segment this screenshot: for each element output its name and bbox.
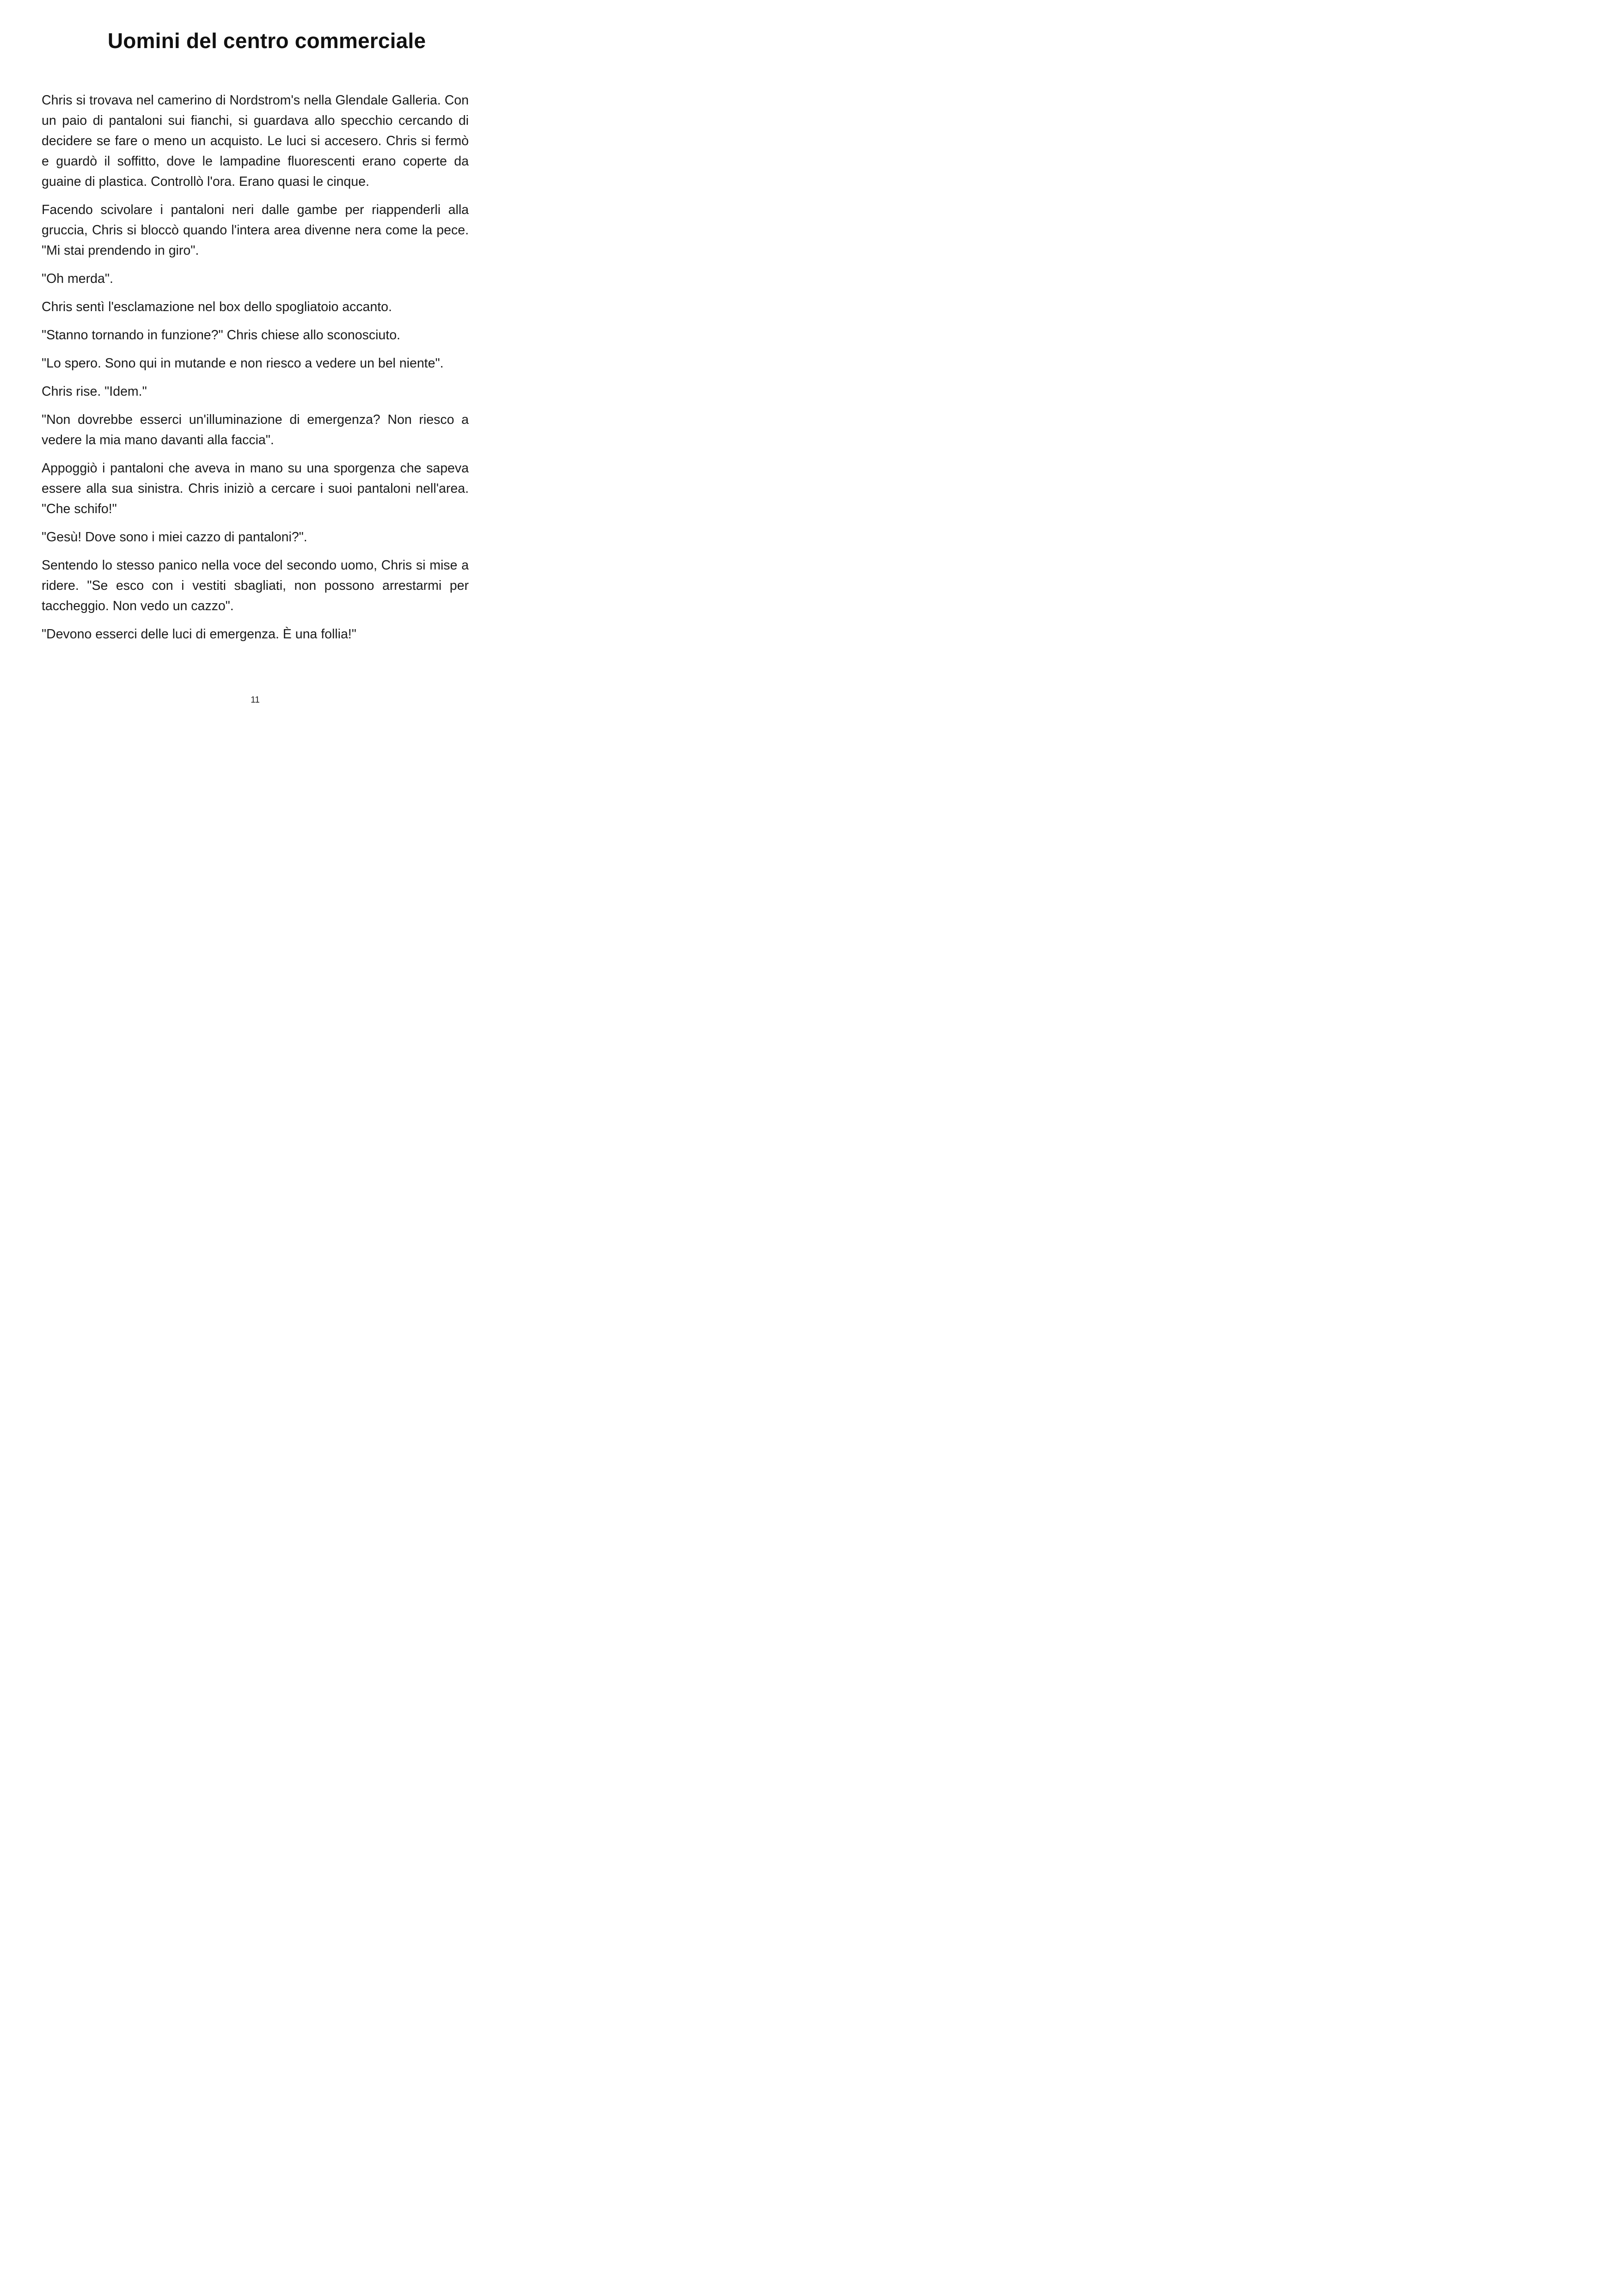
paragraph: "Lo spero. Sono qui in mutande e non riesco a vedere un bel niente". <box>42 356 444 371</box>
paragraph: "Stanno tornando in funzione?" Chris chiese allo sconosciuto. <box>42 328 400 343</box>
paragraph: Chris rise. "Idem." <box>42 384 147 399</box>
paragraph: "Devono esserci delle luci di emergenza. È una follia!" <box>42 627 356 642</box>
page-number: 11 <box>251 695 260 705</box>
paragraph: Facendo scivolare i pantaloni neri dalle gambe per riappenderli alla gruccia, Chris si bloccò quando l'intera area divenne nera come la pece. "Mi stai prendendo in giro". <box>42 202 469 258</box>
paragraph: Sentendo lo stesso panico nella voce del secondo uomo, Chris si mise a ridere. "Se esco con i vestiti sbagliati, non possono arrestarmi per taccheggio. Non vedo un cazzo". <box>42 558 469 613</box>
paragraph: Appoggiò i pantaloni che aveva in mano su una sporgenza che sapeva essere alla sua sinistra. Chris iniziò a cercare i suoi pantaloni nell'area. "Che schifo!" <box>42 461 469 516</box>
paragraph: Chris si trovava nel camerino di Nordstrom's nella Glendale Galleria. Con un paio di pantaloni sui fianchi, si guardava allo specchio cercando di decidere se fare o meno un acquisto. Le luci si accesero. Chris si fermò e guardò il soffitto, dove le lampadine fluorescenti erano coperte da guaine di plastica. Controllò l'ora. Erano quasi le cinque. <box>42 93 469 189</box>
document-page <box>0 0 510 724</box>
paragraph: "Oh merda". <box>42 271 113 286</box>
paragraph: Chris sentì l'esclamazione nel box dello spogliatoio accanto. <box>42 300 392 314</box>
paragraph: "Gesù! Dove sono i miei cazzo di pantaloni?". <box>42 530 307 545</box>
body-text <box>42 90 469 644</box>
paragraph: "Non dovrebbe esserci un'illuminazione di emergenza? Non riesco a vedere la mia mano davanti alla faccia". <box>42 412 469 447</box>
page-title: Uomini del centro commerciale <box>107 29 426 53</box>
